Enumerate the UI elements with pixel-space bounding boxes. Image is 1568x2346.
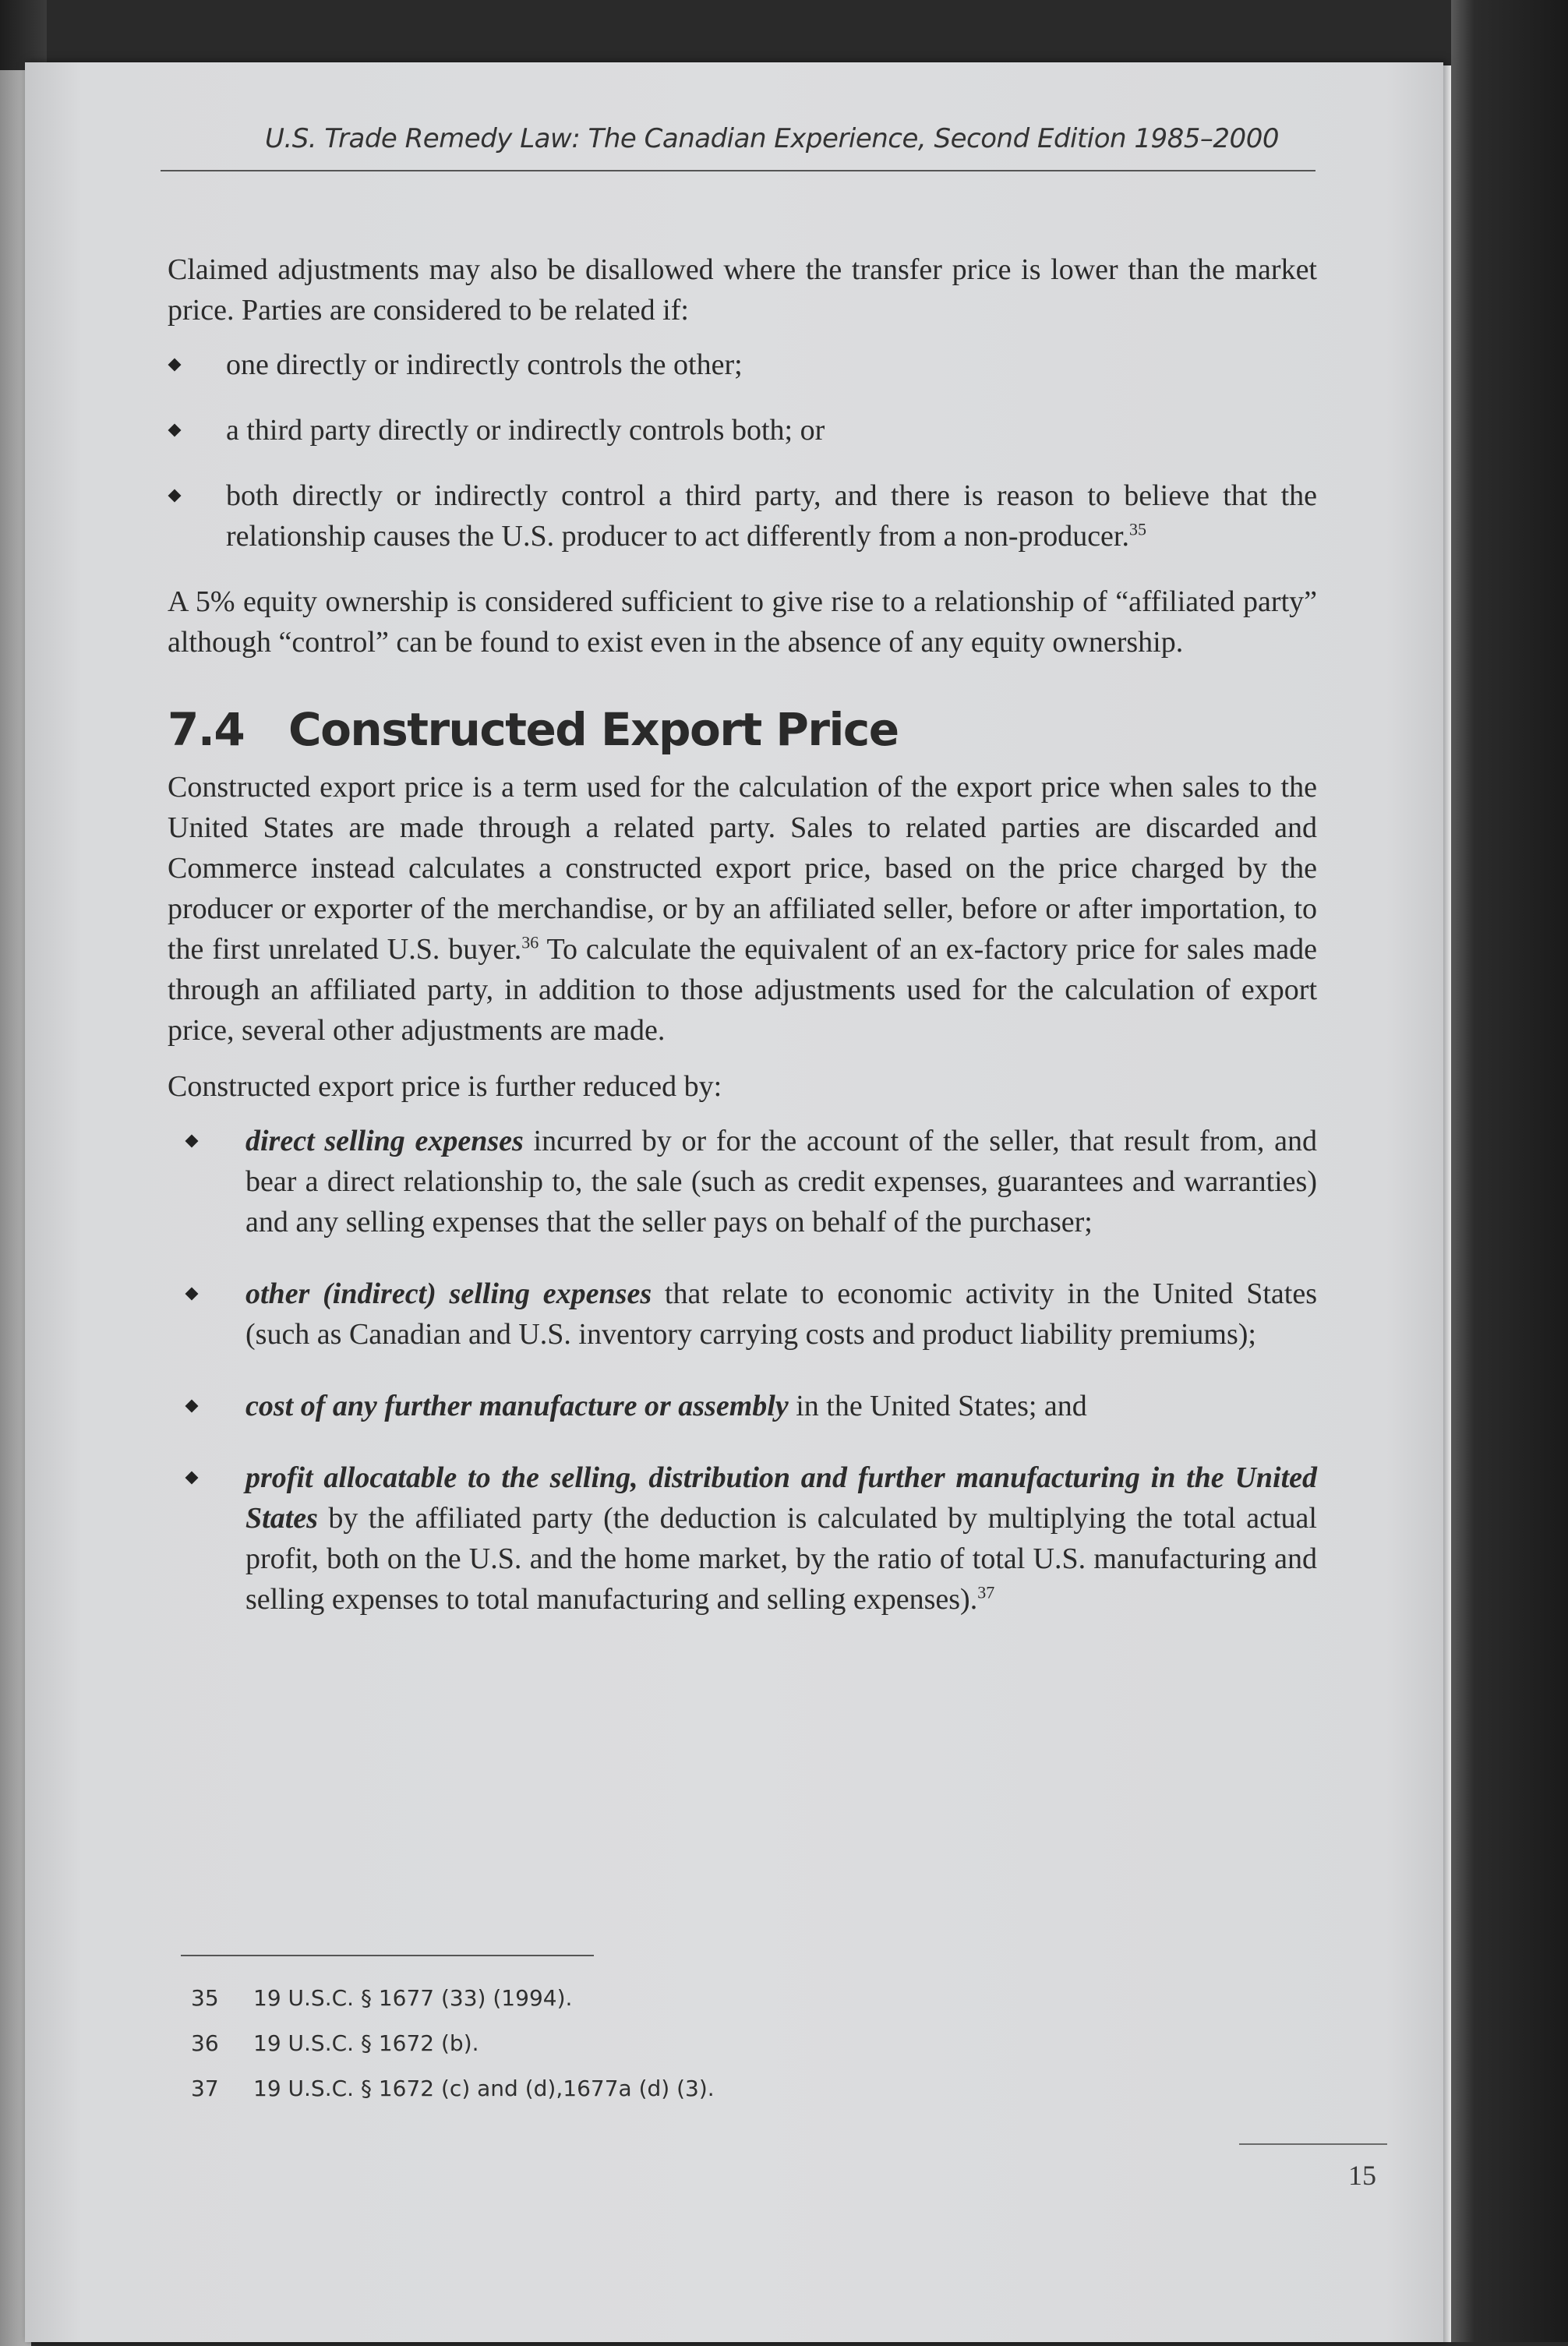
diamond-bullet-icon — [168, 359, 182, 372]
list-item — [109, 1386, 1317, 1426]
list-item-term: direct selling expenses — [245, 1125, 524, 1157]
list-item-term: other (indirect) selling expenses — [245, 1277, 652, 1310]
list-item-term: cost of any further manufacture or assembly — [245, 1390, 789, 1422]
folio-rule — [1239, 2143, 1387, 2145]
footnote-text: 19 U.S.C. § 1672 (b). — [253, 2030, 479, 2056]
footnote-marker: 36 — [521, 932, 539, 952]
footnotes — [191, 1976, 970, 2111]
footnote — [191, 2021, 970, 2066]
section-heading — [168, 703, 1317, 756]
footnote-text: 19 U.S.C. § 1677 (33) (1994). — [253, 1985, 573, 2011]
list-item-text: by the affiliated party (the deduction is calculated by multiplying the total actual profit, both on the U.S. and the home market, by the ratio of total U.S. manufacturing and selling expenses to total manufacturing and selling expenses). — [245, 1502, 1317, 1616]
related-party-list — [109, 344, 1317, 556]
list-item-text: incurred by or for the account of the seller, that result from, and bear a direct relationship to, the sale (such as credit expenses, guarantees and warranties) and any selling expenses that the seller pays on behalf of the purchaser; — [245, 1125, 1317, 1238]
section-number: 7.4 — [168, 703, 245, 756]
list-item-term: profit allocatable to the selling, distribution and further manufacturing in the United States — [245, 1461, 1317, 1535]
section-title: Constructed Export Price — [288, 703, 899, 756]
diamond-bullet-icon — [185, 1288, 199, 1301]
page-stack-edge — [1443, 65, 1451, 2342]
intro-paragraph: Claimed adjustments may also be disallowed where the transfer price is lower than the market price. Parties are considered to be related if: — [168, 253, 1317, 327]
list-item — [109, 1121, 1317, 1242]
footnote-rule — [181, 1955, 594, 1956]
diamond-bullet-icon — [185, 1472, 199, 1485]
diamond-bullet-icon — [168, 489, 182, 503]
list-item — [109, 344, 1317, 385]
list-item-text: that relate to economic activity in the United States (such as Canadian and U.S. inventory carrying costs and product liability premiums); — [245, 1277, 1317, 1351]
list-item — [109, 1274, 1317, 1355]
diamond-bullet-icon — [185, 1135, 199, 1148]
list-item-text: one directly or indirectly controls the other; — [226, 348, 743, 381]
list-item-text: in the United States; and — [788, 1390, 1087, 1422]
running-header: U.S. Trade Remedy Law: The Canadian Experience, Second Edition 1985–2000 — [265, 123, 1279, 154]
reductions-intro: Constructed export price is further reduced by: — [168, 1070, 722, 1103]
footnote-number: 35 — [191, 1985, 219, 2011]
paragraph-text: Constructed export price is a term used for the calculation of the export price when sales to the United States are made through a related party. Sales to related parties are discarded and Commerce instead calculates a constructed export price, based on the price charged by the producer or exporter of the merchandise, or by an affiliated seller, before or after importation, to the first unrelated U.S. buyer. — [168, 771, 1317, 966]
backdrop-right — [1451, 0, 1568, 2342]
diamond-bullet-icon — [185, 1400, 199, 1413]
constructed-export-price-paragraph — [168, 767, 1317, 1051]
footnote — [191, 1976, 970, 2021]
footnote-text: 19 U.S.C. § 1672 (c) and (d),1677a (d) (3). — [253, 2076, 715, 2101]
diamond-bullet-icon — [168, 424, 182, 437]
list-item — [109, 410, 1317, 450]
list-item — [109, 475, 1317, 556]
equity-paragraph: A 5% equity ownership is considered sufficient to give rise to a relationship of “affiliated party” although “control” can be found to exist even in the absence of any equity ownership. — [168, 585, 1317, 659]
body-text — [168, 249, 1317, 1651]
footnote-number: 36 — [191, 2030, 219, 2056]
header-rule — [161, 170, 1315, 171]
list-item-text: a third party directly or indirectly controls both; or — [226, 414, 825, 447]
list-item-text: both directly or indirectly control a third party, and there is reason to believe that the relationship causes the U.S. producer to act differently from a non-producer. — [226, 479, 1317, 553]
reductions-list — [109, 1121, 1317, 1620]
page-number: 15 — [1348, 2160, 1376, 2191]
footnote-marker: 37 — [977, 1582, 995, 1602]
footnote-marker: 35 — [1128, 519, 1146, 539]
footnote-number: 37 — [191, 2076, 219, 2101]
footnote — [191, 2066, 970, 2111]
list-item — [109, 1457, 1317, 1620]
paragraph-text: To calculate the equivalent of an ex-factory price for sales made through an affiliated party, in addition to those adjustments used for the calculation of export price, several other adjustments are made. — [168, 933, 1317, 1047]
